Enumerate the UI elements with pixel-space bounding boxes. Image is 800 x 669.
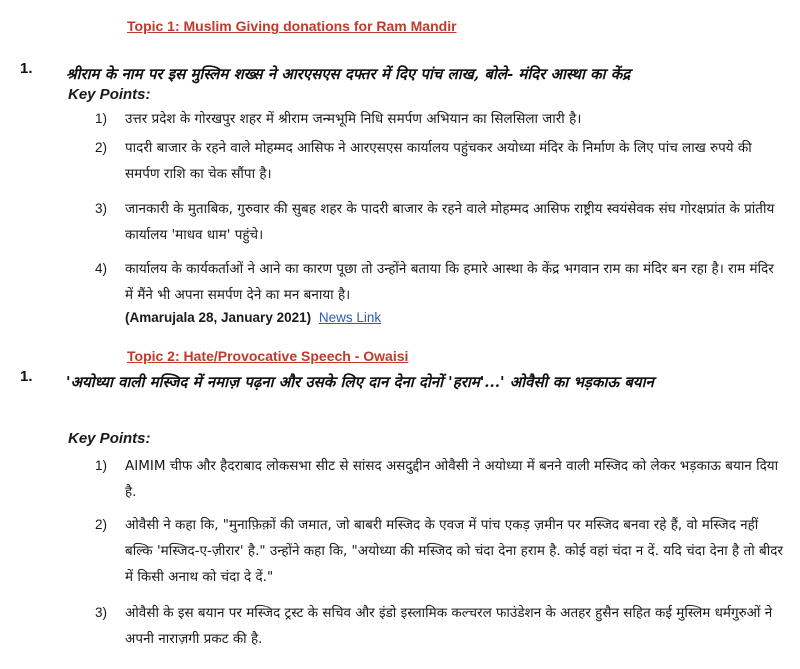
- key-points-label: Key Points:: [68, 86, 151, 103]
- item-number: 1): [95, 111, 108, 126]
- source-citation: [125, 310, 381, 325]
- heading-number: 1.: [20, 60, 33, 77]
- item-number: 3): [95, 605, 108, 620]
- item-number: 2): [95, 517, 108, 532]
- item-number: 1): [95, 458, 108, 473]
- item-text: ओवैसी के इस बयान पर मस्जिद ट्रस्ट के सचिव और इंडो इस्लामिक कल्चरल फाउंडेशन के अतहर हुसैन सहित कई मुस्लिम धर्मगुरुओं ने अपनी नाराज़गी प्रकट की है.: [125, 605, 773, 647]
- item-number: 4): [95, 261, 108, 276]
- item-number: 2): [95, 140, 108, 155]
- item-number: 3): [95, 201, 108, 216]
- item-text: कार्यालय के कार्यकर्ताओं ने आने का कारण पूछा तो उन्होंने बताया कि हमारे आस्था के केंद्र भगवान राम का मंदिर बन रहा है। राम मंदिर में मैंने भी अपना समर्पण देने का मन बनाया है।: [125, 261, 774, 303]
- key-points-label: Key Points:: [68, 430, 151, 447]
- source-text: (Amarujala 28, January 2021): [125, 310, 312, 325]
- item-text: AIMIM चीफ और हैदराबाद लोकसभा सीट से सांसद असदुद्दीन ओवैसी ने अयोध्या में बनने वाली मस्जिद को लेकर भड़काऊ बयान दिया है.: [125, 458, 779, 500]
- topic-2-title: Topic 2: Hate/Provocative Speech - Owaisi: [127, 348, 409, 364]
- item-text: जानकारी के मुताबिक, गुरुवार की सुबह शहर के पादरी बाजार के रहने वाले मोहम्मद आसिफ राष्ट्रीय स्वयंसेवक संघ गोरक्षप्रांत के प्रांतीय कार्यालय 'माधव धाम' पहुंचे।: [125, 201, 775, 243]
- news-link[interactable]: News Link: [318, 310, 382, 325]
- item-text: पादरी बाजार के रहने वाले मोहम्मद आसिफ ने आरएसएस कार्यालय पहुंचकर अयोध्या मंदिर के निर्माण के लिए पांच लाख रुपये की समर्पण राशि का चेक सौंपा है।: [125, 140, 752, 182]
- item-text: ओवैसी ने कहा कि, "मुनाफ़िक़ों की जमात, जो बाबरी मस्जिद के एवज में पांच एकड़ ज़मीन पर मस्जिद बनवा रहे हैं, वो मस्जिद नहीं बल्कि 'मस्जिद-ए-ज़ीरार' है." उन्होंने कहा कि, "अयोध्या की मस्जिद को चंदा देना हराम है. कोई वहां चंदा न दें. यदि चंदा देना है तो बीदर में किसी अनाथ को चंदा दे दें.": [125, 517, 783, 585]
- heading-text: 'अयोध्या वाली मस्जिद में नमाज़ पढ़ना और उसके लिए दान देना दोनों 'हराम'...' ओवैसी का भड़काऊ बयान: [66, 373, 654, 391]
- topic-1-title: Topic 1: Muslim Giving donations for Ram Mandir: [127, 18, 457, 34]
- heading-number: 1.: [20, 368, 33, 385]
- heading-text: श्रीराम के नाम पर इस मुस्लिम शख्स ने आरएसएस दफ्तर में दिए पांच लाख, बोले- मंदिर आस्था का केंद्र: [66, 65, 631, 83]
- item-text: उत्तर प्रदेश के गोरखपुर शहर में श्रीराम जन्मभूमि निधि समर्पण अभियान का सिलसिला जारी है।: [125, 111, 582, 127]
